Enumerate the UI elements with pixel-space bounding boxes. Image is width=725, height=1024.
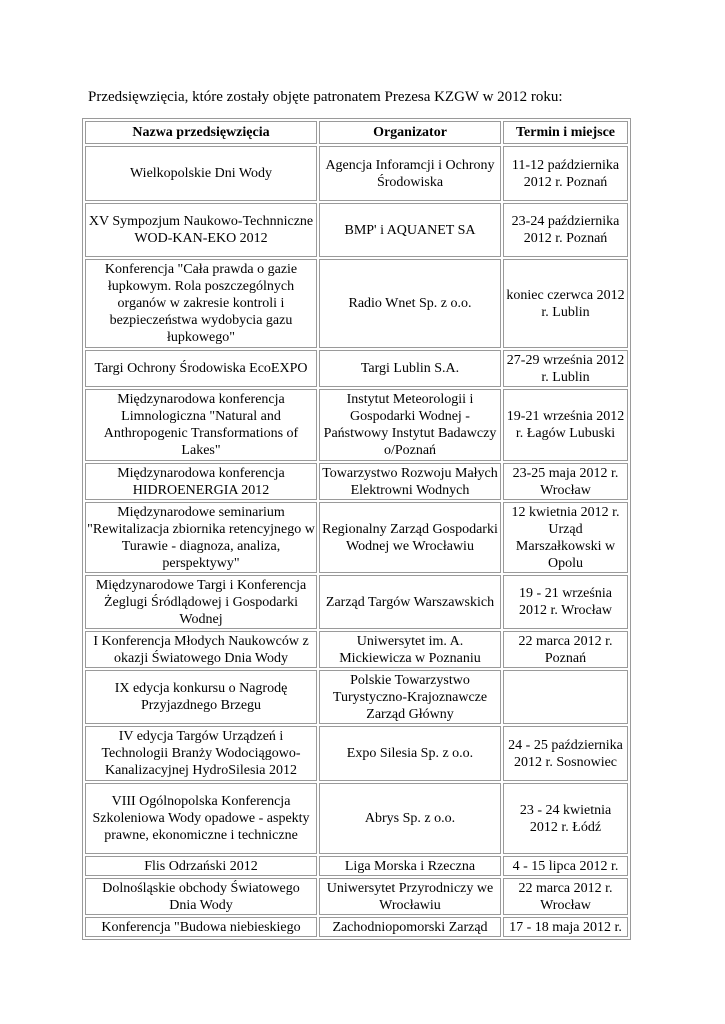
cell-date-place: 12 kwietnia 2012 r. Urząd Marszałkowski w Opolu	[503, 502, 628, 573]
cell-date-place: 23-24 października 2012 r. Poznań	[503, 203, 628, 257]
page-heading: Przedsięwzięcia, które zostały objęte patronatem Prezesa KZGW w 2012 roku:	[88, 89, 563, 105]
cell-organizer: Zarząd Targów Warszawskich	[319, 575, 501, 629]
cell-event-name: Konferencja "Budowa niebieskiego	[85, 917, 317, 937]
cell-date-place: 23-25 maja 2012 r. Wrocław	[503, 463, 628, 500]
cell-event-name: Targi Ochrony Środowiska EcoEXPO	[85, 350, 317, 387]
cell-event-name: IV edycja Targów Urządzeń i Technologii Branży Wodociągowo-Kanalizacyjnej HydroSilesia 2012	[85, 726, 317, 781]
cell-event-name: Wielkopolskie Dni Wody	[85, 146, 317, 201]
cell-date-place: 4 - 15 lipca 2012 r.	[503, 856, 628, 876]
cell-event-name: Międzynarodowe seminarium "Rewitalizacja zbiornika retencyjnego w Turawie - diagnoza, analiza, perspektywy"	[85, 502, 317, 573]
cell-date-place: 23 - 24 kwietnia 2012 r. Łódź	[503, 783, 628, 854]
cell-date-place: koniec czerwca 2012 r. Lublin	[503, 259, 628, 348]
table-row	[85, 259, 628, 348]
cell-organizer: Instytut Meteorologii i Gospodarki Wodnej - Państwowy Instytut Badawczy o/Poznań	[319, 389, 501, 461]
cell-date-place: 22 marca 2012 r. Wrocław	[503, 878, 628, 915]
cell-date-place	[503, 670, 628, 724]
cell-event-name: Konferencja "Cała prawda o gazie łupkowym. Rola poszczególnych organów w zakresie kontroli i bezpieczeństwa wydobycia gazu łupkowego"	[85, 259, 317, 348]
cell-organizer: Abrys Sp. z o.o.	[319, 783, 501, 854]
table-row	[85, 917, 628, 937]
header-date-place: Termin i miejsce	[503, 121, 628, 144]
cell-organizer: Zachodniopomorski Zarząd	[319, 917, 501, 937]
cell-date-place: 27-29 września 2012 r. Lublin	[503, 350, 628, 387]
table-row	[85, 502, 628, 573]
cell-organizer: Uniwersytet im. A. Mickiewicza w Poznaniu	[319, 631, 501, 668]
header-organizer: Organizator	[319, 121, 501, 144]
table-row	[85, 146, 628, 201]
cell-event-name: Flis Odrzański 2012	[85, 856, 317, 876]
cell-date-place: 19 - 21 września 2012 r. Wrocław	[503, 575, 628, 629]
cell-event-name: Międzynarodowa konferencja HIDROENERGIA 2012	[85, 463, 317, 500]
table-row	[85, 783, 628, 854]
table-row	[85, 463, 628, 500]
cell-event-name: I Konferencja Młodych Naukowców z okazji Światowego Dnia Wody	[85, 631, 317, 668]
cell-event-name: Międzynarodowa konferencja Limnologiczna "Natural and Anthropogenic Transformations of Lakes"	[85, 389, 317, 461]
table-row	[85, 670, 628, 724]
cell-date-place: 22 marca 2012 r. Poznań	[503, 631, 628, 668]
cell-event-name: Międzynarodowe Targi i Konferencja Żeglugi Śródlądowej i Gospodarki Wodnej	[85, 575, 317, 629]
cell-event-name: VIII Ogólnopolska Konferencja Szkoleniowa Wody opadowe - aspekty prawne, ekonomiczne i techniczne	[85, 783, 317, 854]
table-row	[85, 631, 628, 668]
cell-event-name: XV Sympozjum Naukowo-Technniczne WOD-KAN-EKO 2012	[85, 203, 317, 257]
cell-organizer: Uniwersytet Przyrodniczy we Wrocławiu	[319, 878, 501, 915]
cell-date-place: 11-12 października 2012 r. Poznań	[503, 146, 628, 201]
cell-organizer: Polskie Towarzystwo Turystyczno-Krajoznawcze Zarząd Główny	[319, 670, 501, 724]
cell-organizer: Towarzystwo Rozwoju Małych Elektrowni Wodnych	[319, 463, 501, 500]
cell-organizer: Regionalny Zarząd Gospodarki Wodnej we Wrocławiu	[319, 502, 501, 573]
cell-date-place: 19-21 września 2012 r. Łagów Lubuski	[503, 389, 628, 461]
table-row	[85, 878, 628, 915]
table-row	[85, 575, 628, 629]
cell-organizer: Expo Silesia Sp. z o.o.	[319, 726, 501, 781]
cell-organizer: Targi Lublin S.A.	[319, 350, 501, 387]
patronage-table	[82, 118, 631, 940]
header-event-name: Nazwa przedsięwzięcia	[85, 121, 317, 144]
cell-event-name: Dolnośląskie obchody Światowego Dnia Wody	[85, 878, 317, 915]
cell-organizer: Agencja Inforamcji i Ochrony Środowiska	[319, 146, 501, 201]
cell-organizer: BMP' i AQUANET SA	[319, 203, 501, 257]
cell-organizer: Radio Wnet Sp. z o.o.	[319, 259, 501, 348]
table-row	[85, 203, 628, 257]
table-header-row	[85, 121, 628, 144]
table-row	[85, 389, 628, 461]
table-row	[85, 856, 628, 876]
cell-date-place: 17 - 18 maja 2012 r.	[503, 917, 628, 937]
table-row	[85, 350, 628, 387]
cell-date-place: 24 - 25 października 2012 r. Sosnowiec	[503, 726, 628, 781]
cell-event-name: IX edycja konkursu o Nagrodę Przyjazdnego Brzegu	[85, 670, 317, 724]
table-row	[85, 726, 628, 781]
cell-organizer: Liga Morska i Rzeczna	[319, 856, 501, 876]
